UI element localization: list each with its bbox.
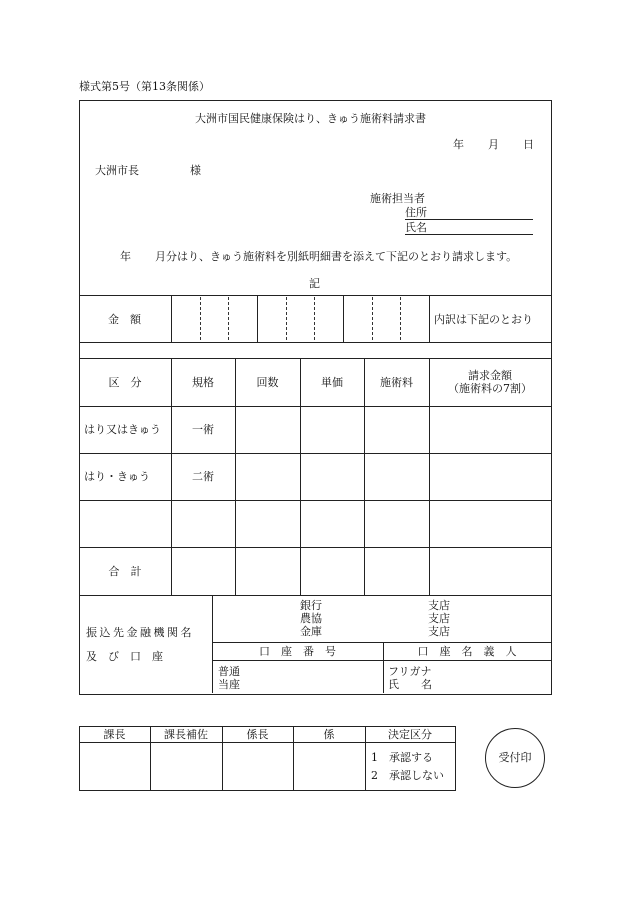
branch-label: 支店 xyxy=(428,599,450,612)
header-claim: 請求金額 xyxy=(468,369,512,382)
receipt-stamp-label: 受付印 xyxy=(498,751,532,764)
header-unit-price: 単価 xyxy=(321,376,343,389)
form-title: 大洲市国民健康保険はり、きゅう施術料請求書 xyxy=(195,112,426,125)
amount-label: 金 額 xyxy=(108,313,141,326)
bank-type-agri: 農協 xyxy=(300,612,322,625)
row-standard: 一術 xyxy=(192,423,214,436)
header-category: 区 分 xyxy=(108,376,142,389)
statement-year: 年 xyxy=(120,250,131,263)
approval-header-section-chief: 係長 xyxy=(246,728,269,741)
amount-input[interactable] xyxy=(172,296,428,341)
option-approve[interactable]: 1 承認する xyxy=(371,751,433,764)
holder-name-label: 氏 名 xyxy=(388,678,432,691)
header-count: 回数 xyxy=(256,376,279,389)
branch-label: 支店 xyxy=(428,612,450,625)
amount-breakdown: 内訳は下記のとおり xyxy=(434,313,533,326)
option-reject[interactable]: 2 承認しない xyxy=(371,769,444,782)
header-standard: 規格 xyxy=(192,376,214,389)
branch-label: 支店 xyxy=(428,625,450,638)
address-label: 住所 xyxy=(405,206,427,219)
account-holder-header: 口 座 名 義 人 xyxy=(417,645,517,658)
row-category: はり・きゅう xyxy=(84,470,150,483)
approval-header-chief: 課長 xyxy=(103,728,126,741)
header-fee: 施術料 xyxy=(380,376,413,389)
date-year[interactable]: 年 xyxy=(453,138,464,151)
statement-text: 月分はり、きゅう施術料を別紙明細書を添えて下記のとおり請求します。 xyxy=(155,250,518,263)
account-type-ordinary: 普通 xyxy=(218,665,240,678)
name-label: 氏名 xyxy=(405,221,427,234)
form-number: 様式第5号（第13条関係） xyxy=(79,80,210,93)
ki-label: 記 xyxy=(309,277,320,290)
furigana-label: フリガナ xyxy=(388,665,432,678)
header-claim-note: （施術料の7割） xyxy=(448,382,532,395)
name-field[interactable] xyxy=(405,221,533,235)
bank-label-2: 及 び 口 座 xyxy=(86,650,163,663)
total-label: 合 計 xyxy=(108,565,142,578)
date-month[interactable]: 月 xyxy=(488,138,499,151)
account-type-current: 当座 xyxy=(218,678,240,691)
bank-label: 振込先金融機関名 xyxy=(86,626,194,639)
bank-type-bank: 銀行 xyxy=(300,599,322,612)
practitioner-label: 施術担当者 xyxy=(370,192,425,205)
row-standard: 二術 xyxy=(192,470,214,483)
address-field[interactable] xyxy=(405,206,533,220)
account-number-header: 口 座 番 号 xyxy=(259,645,336,658)
addressee-name: 大洲市長 xyxy=(95,164,139,177)
approval-header-assistant: 課長補佐 xyxy=(164,728,208,741)
addressee-honorific: 様 xyxy=(190,164,201,177)
approval-header-staff: 係 xyxy=(323,728,335,741)
row-category: はり又はきゅう xyxy=(84,423,161,436)
approval-header-decision: 決定区分 xyxy=(388,728,432,741)
date-day[interactable]: 日 xyxy=(523,138,534,151)
bank-type-credit: 金庫 xyxy=(300,625,322,638)
